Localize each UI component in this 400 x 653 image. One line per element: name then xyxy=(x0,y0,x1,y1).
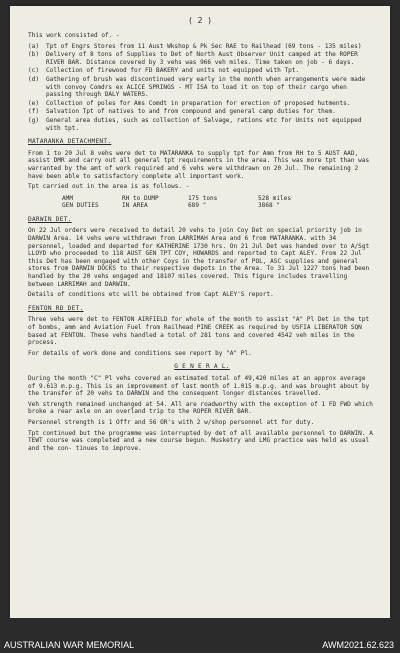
table-row xyxy=(62,195,376,203)
item-text: Collection of firewood for FD BAKERY and units not equipped with Tpt. xyxy=(46,67,300,75)
item-text: Delivery of 8 tons of Supplies to Det of North Aust Observer Unit camped at the ROPER RIVER BAR. Distance covered by 3 vehs was 966 veh miles. Time taken on job - 6 days. xyxy=(46,51,358,66)
list-item xyxy=(28,67,376,75)
list-item xyxy=(28,76,376,99)
list-item xyxy=(28,100,376,108)
table-cell: 528 miles xyxy=(258,194,292,202)
paragraph: During the month "C" Pl vehs covered an estimated total of 49,420 miles at an approx average of 9.613 m.p.g. This is an improvement of last month of 1.015 m.p.g. and was brought about by the transfer of 20 vehs to DARWIN and the consequent longer distances travelled. xyxy=(28,374,370,398)
section-heading-general: G E N E R A L. xyxy=(174,363,230,371)
item-label: (b) xyxy=(28,51,40,59)
table-cell: 689 " xyxy=(188,202,207,210)
item-label: (e) xyxy=(28,99,40,107)
item-text: Salvation Tpt of natives to and from compound and general camp duties for them. xyxy=(46,108,336,116)
list-item xyxy=(28,43,376,51)
table-cell: IN AREA xyxy=(122,202,148,210)
item-label: (f) xyxy=(28,108,40,116)
item-text: General area duties, such as collection of Salvage, rations etc for Units not equipped with tpt. xyxy=(46,116,362,132)
table-cell: RH to DUMP xyxy=(122,194,159,202)
footer-reference: AWM2021.62.623 xyxy=(322,640,394,650)
list-item xyxy=(28,108,376,116)
paragraph: For details of work done and conditions see report by "A" Pl. xyxy=(28,349,252,357)
list-item xyxy=(28,51,376,66)
paragraph: Three vehs were det to FENTON AIRFIELD for whole of the month to assist "A" Pl Det in the tpt of bombs, amm and Aviation Fuel from Railhead PINE CREEK as required by USFIA LIBERATOR SQN based at FENTON. These vehs handled a total of 281 tons and covered 4542 veh miles in the process. xyxy=(28,316,370,347)
document-page xyxy=(10,6,390,618)
paragraph: Veh strength remained unchanged at 54. All are roadworthy with the exception of 1 FD FWD which broke a rear axle on an overland trip to the ROPER RIVER BAR. xyxy=(28,400,373,416)
item-label: (d) xyxy=(28,75,40,83)
table-cell: 175 tons xyxy=(188,194,218,202)
item-label: (g) xyxy=(28,116,40,124)
list-item xyxy=(28,117,376,132)
paragraph: On 22 Jul orders were received to detail 20 vehs to join Coy Det on special priority job in DARWIN Area. 14 vehs were withdrawn from LARRIMAH Area and 6 from MATARANKA. with 34 personnel, loaded and departed for KATHERINE 1730 hrs. On 21 Jul Det was handed over to A/Sgt LLOYD who proceeded to 118 AUST GEN TPT COY, HOWARDS and reported to Capt ALEY. From 22 Jul this Det has been engaged with other Coys in the transfer of POL, ASC supplies and general stores from DARWIN DOCKS to their respective depots in the Area. To 31 Jul 1227 tons had been handled by the 20 vehs engaged and 18107 miles covered. This figure includes travelling between LARRIMAH and DARWIN. xyxy=(28,227,370,288)
item-text: Gathering of brush was discontinued very early in the month when arrangements were made with convoy Comdrs ex ALICE SPRINGS - MT ISA to load it on top of their cargo when passing through DALY WATERS. xyxy=(46,75,366,99)
table-cell: 3868 " xyxy=(258,202,281,210)
paragraph: Details of conditions etc will be obtained from Capt ALEY'S report. xyxy=(28,291,274,299)
paragraph: Tpt carried out in the area is as follows. - xyxy=(28,183,190,191)
tpt-table xyxy=(62,195,376,210)
paragraph: Tpt continued but the programme was interrupted by det of all available personnel to DARWIN. A TEWT course was completed and a new course begun. Musketry and LMG practice was held as usual and the con- tinues to improve. xyxy=(28,429,373,452)
page-number: ( 2 ) xyxy=(187,16,213,25)
table-row xyxy=(62,202,376,210)
section-heading-fenton: FENTON RD DET. xyxy=(28,304,84,312)
section-heading-mataranka: MATARANKA DETACHMENT. xyxy=(28,138,112,146)
footer-institution: AUSTRALIAN WAR MEMORIAL xyxy=(4,640,135,650)
paragraph: From 1 to 20 Jul 8 vehs were det to MATARANKA to supply tpt for Amm from RH to 5 AUST AAD, assist DMR and carry out all general tpt requirements in the area. This was more tpt than was warranted by the amt of work required and 6 vehs were withdrawn on 20 Jul. The remaining 2 have been able to satisfactory complete all important work. xyxy=(28,149,370,180)
paragraph: Personnel strength is 1 Offr and 56 OR's with 2 w/shop personnel att for duty. xyxy=(28,418,315,426)
item-label: (c) xyxy=(28,67,40,75)
intro-line: This work consisted of. - xyxy=(28,32,120,39)
archive-footer xyxy=(0,618,400,653)
section-heading-darwin: DARWIN DET. xyxy=(28,215,72,223)
item-text: Tpt of Engrs Stores from 11 Aust Wkshop & Pk Sec RAE to Railhead (69 tons - 135 miles) xyxy=(46,42,362,50)
table-cell: GEN DUTIES xyxy=(62,202,99,210)
work-items-list xyxy=(28,43,376,133)
document-body xyxy=(28,32,376,455)
item-label: (a) xyxy=(28,42,40,50)
item-text: Collection of poles for Ams Comdt in preparation for erection of proposed hutments. xyxy=(46,99,351,107)
table-cell: AMM xyxy=(62,194,74,202)
